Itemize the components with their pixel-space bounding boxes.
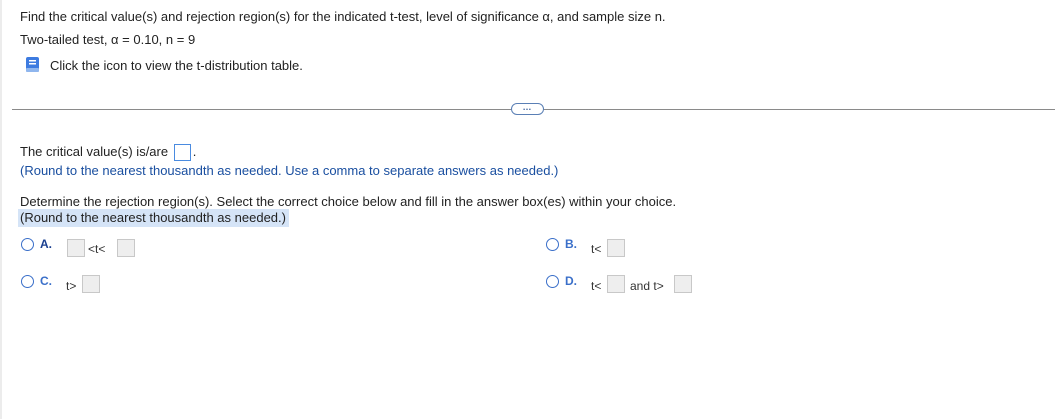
choice-a-text: <t< [88, 242, 106, 256]
choice-c-text: t> [66, 279, 77, 293]
choice-d-upper-input[interactable] [674, 275, 692, 293]
rejection-instruction: Determine the rejection region(s). Select the correct choice below and fill in the answer box(es) within your choice. [20, 194, 677, 209]
choice-d-text-lower: t< [591, 279, 602, 293]
choice-a-radio[interactable] [21, 238, 34, 251]
choice-d-radio[interactable] [546, 275, 559, 288]
question-params: Two-tailed test, α = 0.10, n = 9 [20, 32, 196, 47]
choice-a-lower-input[interactable] [67, 239, 85, 257]
book-icon[interactable] [24, 56, 41, 73]
critical-hint: (Round to the nearest thousandth as needed. Use a comma to separate answers as needed.) [20, 163, 559, 178]
choice-b-input[interactable] [607, 239, 625, 257]
choice-c-radio[interactable] [21, 275, 34, 288]
left-border [0, 0, 2, 419]
choice-a-upper-input[interactable] [117, 239, 135, 257]
table-link-text[interactable]: Click the icon to view the t-distribution table. [50, 58, 303, 73]
question-prompt: Find the critical value(s) and rejection region(s) for the indicated t-test, level of significance α, and sample size n. [20, 9, 666, 24]
critical-value-row [20, 144, 196, 161]
choice-d-label[interactable]: D. [565, 274, 577, 288]
critical-value-label: The critical value(s) is/are [20, 144, 169, 159]
choice-c-input[interactable] [82, 275, 100, 293]
choice-d-lower-input[interactable] [607, 275, 625, 293]
critical-value-period: . [192, 144, 197, 159]
choice-c-label[interactable]: C. [40, 274, 52, 288]
critical-value-input[interactable] [174, 144, 191, 161]
choice-b-radio[interactable] [546, 238, 559, 251]
choice-b-text: t< [591, 242, 602, 256]
choice-a-label[interactable]: A. [40, 237, 52, 251]
choice-d-text-upper: and t> [630, 279, 664, 293]
expand-button[interactable]: … [511, 103, 544, 115]
choice-b-label[interactable]: B. [565, 237, 577, 251]
rejection-hint: (Round to the nearest thousandth as needed.) [18, 209, 289, 227]
